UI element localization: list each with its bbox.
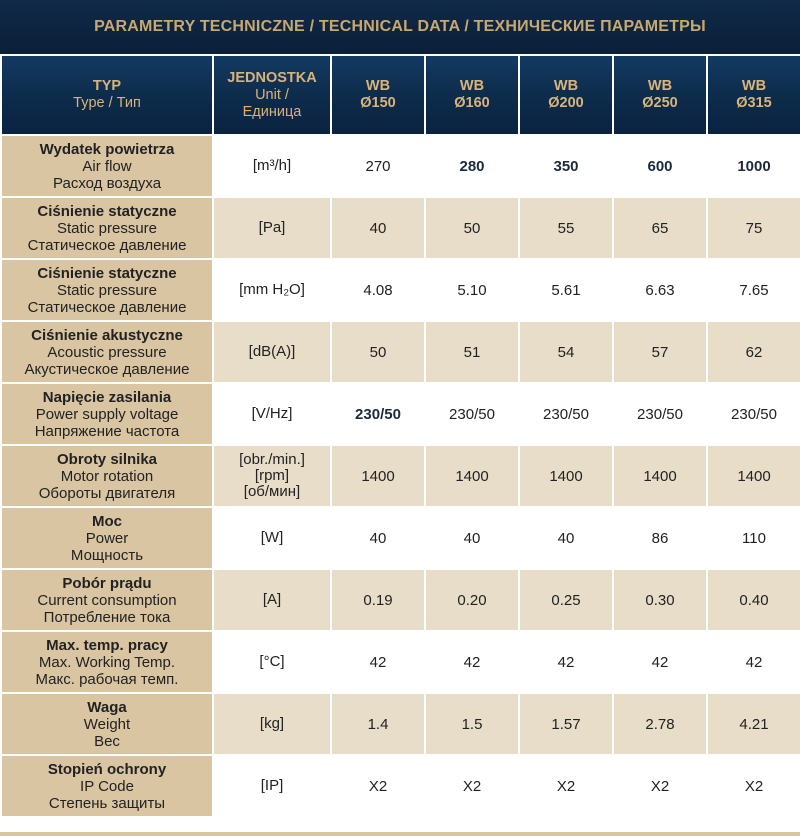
header-unit bbox=[213, 55, 331, 135]
table-row bbox=[1, 197, 800, 259]
parameter-value: 1400 bbox=[331, 445, 425, 507]
parameter-name bbox=[1, 259, 213, 321]
parameter-unit: [obr./min.] [rpm] [об/мин] bbox=[213, 445, 331, 507]
parameter-value: 1.4 bbox=[331, 693, 425, 755]
parameter-name-pl: Max. temp. pracy bbox=[46, 636, 168, 654]
parameter-value: X2 bbox=[519, 755, 613, 817]
parameter-value: 4.21 bbox=[707, 693, 800, 755]
table-row bbox=[1, 383, 800, 445]
parameter-name bbox=[1, 631, 213, 693]
header-model-250 bbox=[613, 55, 707, 135]
parameter-value: 1400 bbox=[425, 445, 519, 507]
parameter-value: 5.10 bbox=[425, 259, 519, 321]
table-header-row bbox=[1, 55, 800, 135]
parameter-name-ru: Макс. рабочая темп. bbox=[35, 670, 179, 688]
parameter-value: 230/50 bbox=[519, 383, 613, 445]
parameter-value: 600 bbox=[613, 135, 707, 197]
parameter-value: 7.65 bbox=[707, 259, 800, 321]
parameter-unit: [kg] bbox=[213, 693, 331, 755]
table-row bbox=[1, 507, 800, 569]
model-line1: WB bbox=[553, 78, 579, 94]
parameter-unit: [m³/h] bbox=[213, 135, 331, 197]
parameter-value: X2 bbox=[425, 755, 519, 817]
model-line1: WB bbox=[647, 78, 673, 94]
parameter-value: 42 bbox=[425, 631, 519, 693]
parameter-name bbox=[1, 383, 213, 445]
model-line2: Ø250 bbox=[642, 95, 678, 111]
parameter-value: 270 bbox=[331, 135, 425, 197]
parameter-value: 40 bbox=[331, 197, 425, 259]
parameter-name-pl: Obroty silnika bbox=[56, 450, 158, 468]
parameter-value: 1400 bbox=[707, 445, 800, 507]
model-line1: WB bbox=[365, 78, 391, 94]
parameter-name-ru: Потребление тока bbox=[43, 608, 171, 626]
parameter-name-en: Acoustic pressure bbox=[47, 343, 167, 361]
parameter-name-pl: Ciśnienie akustyczne bbox=[31, 326, 183, 344]
parameter-value: 42 bbox=[519, 631, 613, 693]
parameter-name-en: Motor rotation bbox=[60, 467, 154, 485]
parameter-value: 50 bbox=[331, 321, 425, 383]
parameter-value: 54 bbox=[519, 321, 613, 383]
parameter-value: X2 bbox=[707, 755, 800, 817]
header-unit-en: Unit / bbox=[255, 86, 289, 103]
parameter-name-ru: Мощность bbox=[70, 546, 144, 564]
parameter-value: 0.19 bbox=[331, 569, 425, 631]
table-row bbox=[1, 445, 800, 507]
parameter-name-pl: Ciśnienie statyczne bbox=[37, 264, 177, 282]
parameter-value: 50 bbox=[425, 197, 519, 259]
parameter-value: 4.08 bbox=[331, 259, 425, 321]
technical-data-table bbox=[0, 54, 800, 818]
parameter-value: 86 bbox=[613, 507, 707, 569]
parameter-value: 65 bbox=[613, 197, 707, 259]
parameter-value: 0.30 bbox=[613, 569, 707, 631]
parameter-unit: [A] bbox=[213, 569, 331, 631]
parameter-value: 110 bbox=[707, 507, 800, 569]
parameter-value: X2 bbox=[613, 755, 707, 817]
parameter-name bbox=[1, 197, 213, 259]
table-row bbox=[1, 569, 800, 631]
parameter-value: 5.61 bbox=[519, 259, 613, 321]
parameter-name-en: Air flow bbox=[82, 157, 132, 175]
page-title: PARAMETRY TECHNICZNE / TECHNICAL DATA / ТЕХНИЧЕСКИЕ ПАРАМЕТРЫ bbox=[0, 0, 800, 54]
parameter-name-en: Static pressure bbox=[56, 281, 158, 299]
parameter-name-en: Max. Working Temp. bbox=[38, 653, 176, 671]
parameter-unit: [Pa] bbox=[213, 197, 331, 259]
parameter-value: 75 bbox=[707, 197, 800, 259]
parameter-value: 42 bbox=[707, 631, 800, 693]
parameter-value: 42 bbox=[613, 631, 707, 693]
model-line2: Ø150 bbox=[360, 95, 396, 111]
parameter-name-en: Power bbox=[85, 529, 129, 547]
parameter-name-pl: Ciśnienie statyczne bbox=[37, 202, 177, 220]
parameter-unit: [dB(A)] bbox=[213, 321, 331, 383]
parameter-value: 1400 bbox=[519, 445, 613, 507]
parameter-value: 42 bbox=[331, 631, 425, 693]
parameter-name bbox=[1, 569, 213, 631]
parameter-value: 40 bbox=[331, 507, 425, 569]
parameter-value: X2 bbox=[331, 755, 425, 817]
parameter-name-ru: Обороты двигателя bbox=[38, 484, 176, 502]
parameter-name-pl: Pobór prądu bbox=[62, 574, 152, 592]
parameter-name-ru: Расход воздуха bbox=[52, 174, 162, 192]
model-line2: Ø315 bbox=[736, 95, 772, 111]
parameter-name-pl: Napięcie zasilania bbox=[42, 388, 172, 406]
table-row bbox=[1, 755, 800, 817]
parameter-unit: [W] bbox=[213, 507, 331, 569]
header-type-sub: Type / Тип bbox=[73, 95, 141, 111]
parameter-value: 1400 bbox=[613, 445, 707, 507]
parameter-name bbox=[1, 693, 213, 755]
parameter-name-en: Weight bbox=[83, 715, 131, 733]
model-line1: WB bbox=[741, 78, 767, 94]
parameter-name-ru: Напряжение частота bbox=[34, 422, 180, 440]
parameter-value: 230/50 bbox=[613, 383, 707, 445]
table-row bbox=[1, 631, 800, 693]
parameter-value: 0.40 bbox=[707, 569, 800, 631]
table-row bbox=[1, 693, 800, 755]
parameter-name bbox=[1, 507, 213, 569]
parameter-value: 230/50 bbox=[707, 383, 800, 445]
parameter-name bbox=[1, 135, 213, 197]
table-row bbox=[1, 321, 800, 383]
parameter-name bbox=[1, 445, 213, 507]
header-type-pl: TYP bbox=[92, 78, 122, 94]
parameter-value: 0.25 bbox=[519, 569, 613, 631]
model-line2: Ø160 bbox=[454, 95, 490, 111]
header-model-200 bbox=[519, 55, 613, 135]
parameter-value: 230/50 bbox=[331, 383, 425, 445]
parameter-value: 1000 bbox=[707, 135, 800, 197]
model-line2: Ø200 bbox=[548, 95, 584, 111]
parameter-value: 40 bbox=[519, 507, 613, 569]
bottom-strip bbox=[0, 832, 800, 836]
parameter-unit: [mm H₂O] bbox=[213, 259, 331, 321]
parameter-name-ru: Статическое давление bbox=[27, 236, 187, 254]
parameter-value: 280 bbox=[425, 135, 519, 197]
parameter-value: 2.78 bbox=[613, 693, 707, 755]
parameter-value: 1.57 bbox=[519, 693, 613, 755]
header-type bbox=[1, 55, 213, 135]
parameter-value: 51 bbox=[425, 321, 519, 383]
parameter-value: 0.20 bbox=[425, 569, 519, 631]
parameter-value: 57 bbox=[613, 321, 707, 383]
table-row bbox=[1, 259, 800, 321]
header-unit-ru: Единица bbox=[242, 103, 302, 120]
parameter-name-en: Static pressure bbox=[56, 219, 158, 237]
parameter-value: 55 bbox=[519, 197, 613, 259]
parameter-value: 40 bbox=[425, 507, 519, 569]
parameter-name-ru: Акустическое давление bbox=[24, 360, 190, 378]
header-model-150 bbox=[331, 55, 425, 135]
header-model-160 bbox=[425, 55, 519, 135]
parameter-value: 6.63 bbox=[613, 259, 707, 321]
parameter-value: 1.5 bbox=[425, 693, 519, 755]
header-unit-pl: JEDNOSTKA bbox=[227, 69, 317, 86]
parameter-name-pl: Waga bbox=[87, 698, 127, 716]
parameter-name bbox=[1, 321, 213, 383]
parameter-name bbox=[1, 755, 213, 817]
parameter-value: 230/50 bbox=[425, 383, 519, 445]
parameter-value: 62 bbox=[707, 321, 800, 383]
parameter-unit: [V/Hz] bbox=[213, 383, 331, 445]
parameter-name-ru: Статическое давление bbox=[27, 298, 187, 316]
parameter-name-pl: Wydatek powietrza bbox=[39, 140, 175, 158]
parameter-name-pl: Moc bbox=[92, 512, 122, 530]
parameter-unit: [°C] bbox=[213, 631, 331, 693]
parameter-name-pl: Stopień ochrony bbox=[47, 760, 167, 778]
model-line1: WB bbox=[459, 78, 485, 94]
parameter-value: 350 bbox=[519, 135, 613, 197]
parameter-name-ru: Вес bbox=[94, 732, 120, 750]
parameter-unit: [IP] bbox=[213, 755, 331, 817]
parameter-name-ru: Степень защиты bbox=[48, 794, 166, 812]
parameter-name-en: IP Code bbox=[80, 777, 134, 795]
table-row bbox=[1, 135, 800, 197]
parameter-name-en: Power supply voltage bbox=[35, 405, 179, 423]
parameter-name-en: Current consumption bbox=[37, 591, 177, 609]
header-model-315 bbox=[707, 55, 800, 135]
